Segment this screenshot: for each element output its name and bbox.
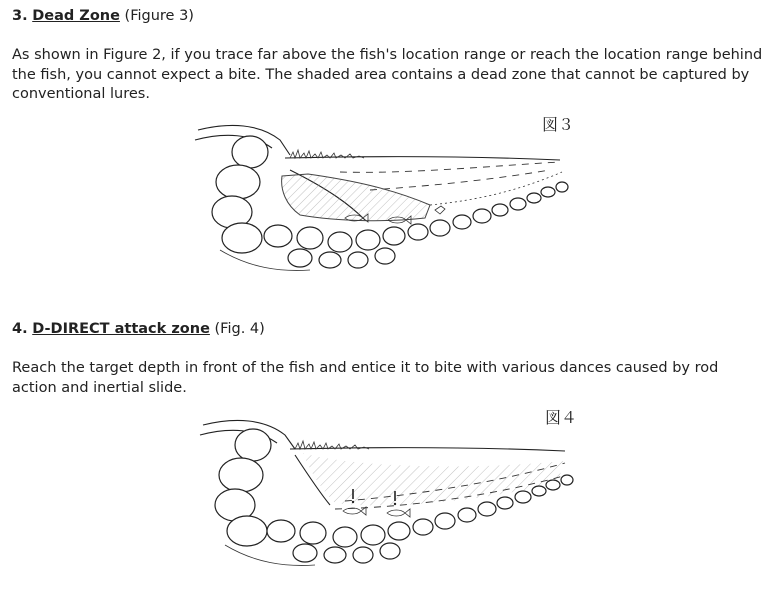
figure-label: 図３ bbox=[542, 115, 575, 134]
section-d-direct-attack-zone-body bbox=[12, 359, 763, 398]
figure-3-illustration bbox=[190, 110, 590, 280]
figure-4-illustration bbox=[195, 403, 590, 573]
paragraph: As shown in Figure 2, if you trace far above the fish's location range or reach the location range behind the fish, you cannot expect a bite. The shaded area contains a dead zone that cannot be captured by conventional lures. bbox=[12, 47, 763, 102]
section-heading bbox=[12, 321, 763, 337]
section-heading bbox=[12, 8, 763, 24]
section-dead-zone bbox=[12, 8, 763, 24]
fish-icon bbox=[387, 509, 410, 517]
section-dead-zone-body bbox=[12, 46, 763, 105]
section-number: 4. bbox=[12, 321, 28, 337]
figure-reference: (Figure 3) bbox=[124, 8, 194, 24]
figure-3 bbox=[190, 110, 590, 280]
section-title: Dead Zone bbox=[32, 8, 120, 24]
figure-label: 図４ bbox=[545, 408, 578, 427]
section-title: D-DIRECT attack zone bbox=[32, 321, 210, 337]
section-d-direct-attack-zone bbox=[12, 321, 763, 337]
figure-reference: (Fig. 4) bbox=[214, 321, 265, 337]
figure-4 bbox=[195, 403, 590, 573]
section-number: 3. bbox=[12, 8, 28, 24]
paragraph: Reach the target depth in front of the fish and entice it to bite with various dances caused by rod action and inertial slide. bbox=[12, 360, 719, 396]
